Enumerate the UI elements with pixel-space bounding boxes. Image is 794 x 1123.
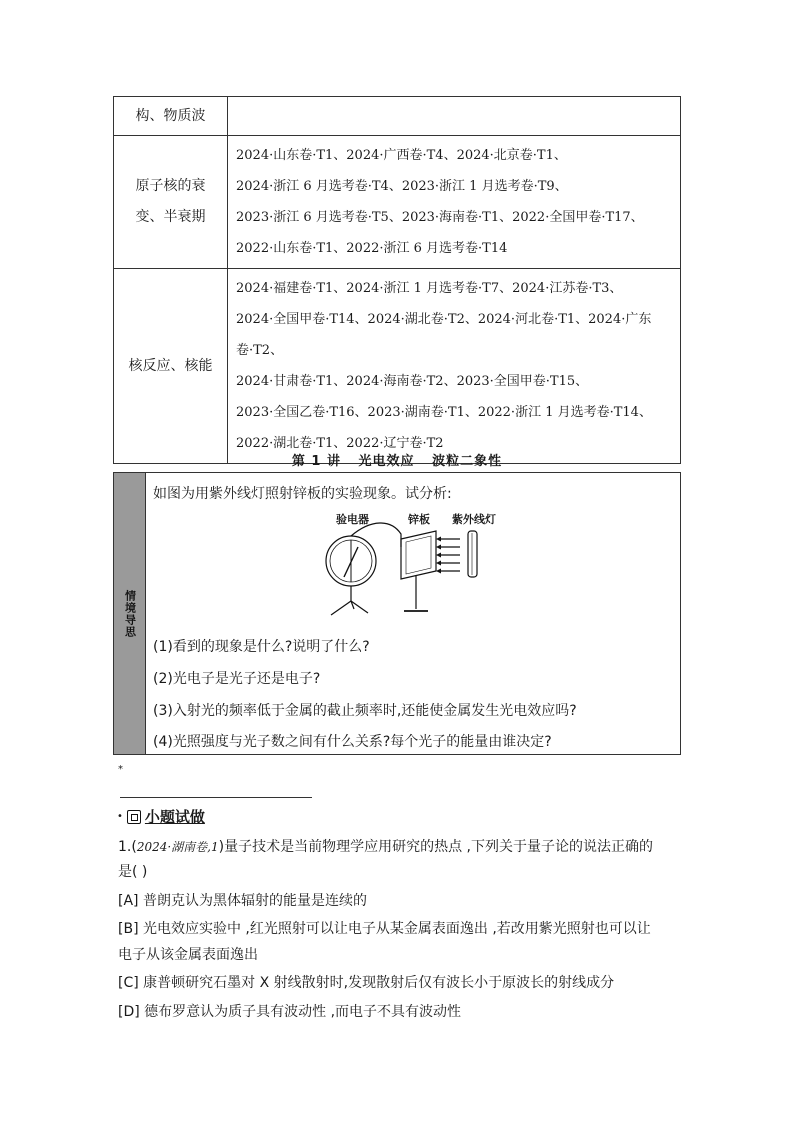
question-source: 2024·湖南卷,1	[136, 840, 219, 854]
table-row	[114, 97, 681, 136]
section-heading	[117, 806, 205, 827]
bullet: •	[117, 811, 123, 822]
refs-cell	[228, 136, 681, 269]
option-b-continued: 电子从该金属表面逸出	[118, 947, 258, 963]
experiment-illustration	[316, 509, 516, 629]
topic-cell	[114, 269, 228, 464]
ref-line: 2024·浙江 6 月选考卷·T4、2023·浙江 1 月选考卷·T9、	[236, 179, 568, 194]
option-a: [A] 普朗克认为黑体辐射的能量是连续的	[118, 893, 367, 909]
question-stem-text: )量子技术是当前物理学应用研究的热点 ,下列关于量子论的说法正确的	[218, 839, 654, 855]
topic-text: 变、半衰期	[135, 209, 206, 225]
divider	[120, 797, 312, 798]
lecture-topic: 光电效应	[358, 454, 415, 469]
scenario-box	[113, 472, 681, 755]
ref-line: 2022·山东卷·T1、2022·浙江 6 月选考卷·T14	[236, 241, 508, 256]
zinc-plate-label: 锌板	[408, 513, 430, 526]
scenario-body	[146, 473, 680, 754]
scenario-question: (4)光照强度与光子数之间有什么关系?每个光子的能量由谁决定?	[153, 734, 552, 750]
experiment-diagram	[316, 509, 516, 629]
uv-lamp-label: 紫外线灯	[452, 513, 496, 526]
topic-text: 核反应、核能	[128, 357, 213, 374]
lecture-title	[0, 450, 794, 469]
ref-line: 2023·全国乙卷·T16、2023·湖南卷·T1、2022·浙江 1 月选考卷·T14、	[236, 405, 652, 420]
topic-text: 原子核的衰	[135, 178, 206, 194]
note-mark: *	[118, 764, 123, 775]
practice-icon	[127, 810, 141, 824]
option-d: [D] 德布罗意认为质子具有波动性 ,而电子不具有波动性	[118, 1004, 462, 1020]
scenario-question: (1)看到的现象是什么?说明了什么?	[153, 639, 370, 655]
topic-text: 构、物质波	[135, 108, 206, 124]
ref-line: 2022·湖北卷·T1、2022·辽宁卷·T2	[236, 436, 444, 451]
question-stem	[118, 836, 653, 856]
section-title: 小题试做	[144, 808, 205, 826]
topic-cell	[114, 97, 228, 136]
table-row	[114, 269, 681, 464]
uv-lamp	[468, 531, 477, 577]
ref-line: 2023·浙江 6 月选考卷·T5、2023·海南卷·T1、2022·全国甲卷·T17、	[236, 210, 644, 225]
topic-cell	[114, 136, 228, 269]
ref-line: 卷·T2、	[236, 343, 284, 358]
ref-line: 2024·山东卷·T1、2024·广西卷·T4、2024·北京卷·T1、	[236, 148, 567, 163]
table-row	[114, 136, 681, 269]
refs-cell	[228, 269, 681, 464]
scenario-label-text: 情境导思	[123, 589, 137, 638]
ref-line: 2024·全国甲卷·T14、2024·湖北卷·T2、2024·河北卷·T1、2024·广东	[236, 312, 652, 327]
ref-line: 2024·福建卷·T1、2024·浙江 1 月选考卷·T7、2024·江苏卷·T3、	[236, 281, 623, 296]
option-b: [B] 光电效应实验中 ,红光照射可以让电子从某金属表面逸出 ,若改用紫光照射也可以让	[118, 921, 651, 937]
refs-cell	[228, 97, 681, 136]
electroscope-label: 验电器	[336, 513, 369, 526]
lecture-topic: 波粒二象性	[432, 454, 503, 469]
lecture-number: 第 1 讲	[291, 454, 341, 469]
option-c: [C] 康普顿研究石墨对 X 射线散射时,发现散射后仅有波长小于原波长的射线成分	[118, 975, 615, 991]
scenario-question: (2)光电子是光子还是电子?	[153, 671, 321, 687]
question-stem-line: 是( )	[118, 864, 148, 880]
question-number: 1.(	[118, 839, 137, 855]
scenario-label	[114, 473, 146, 754]
connecting-wire	[351, 523, 401, 547]
ref-line: 2024·甘肃卷·T1、2024·海南卷·T2、2023·全国甲卷·T15、	[236, 374, 589, 389]
scenario-intro: 如图为用紫外线灯照射锌板的实验现象。试分析:	[153, 486, 452, 502]
exam-reference-table	[113, 96, 681, 464]
scenario-question: (3)入射光的频率低于金属的截止频率时,还能使金属发生光电效应吗?	[153, 703, 577, 719]
